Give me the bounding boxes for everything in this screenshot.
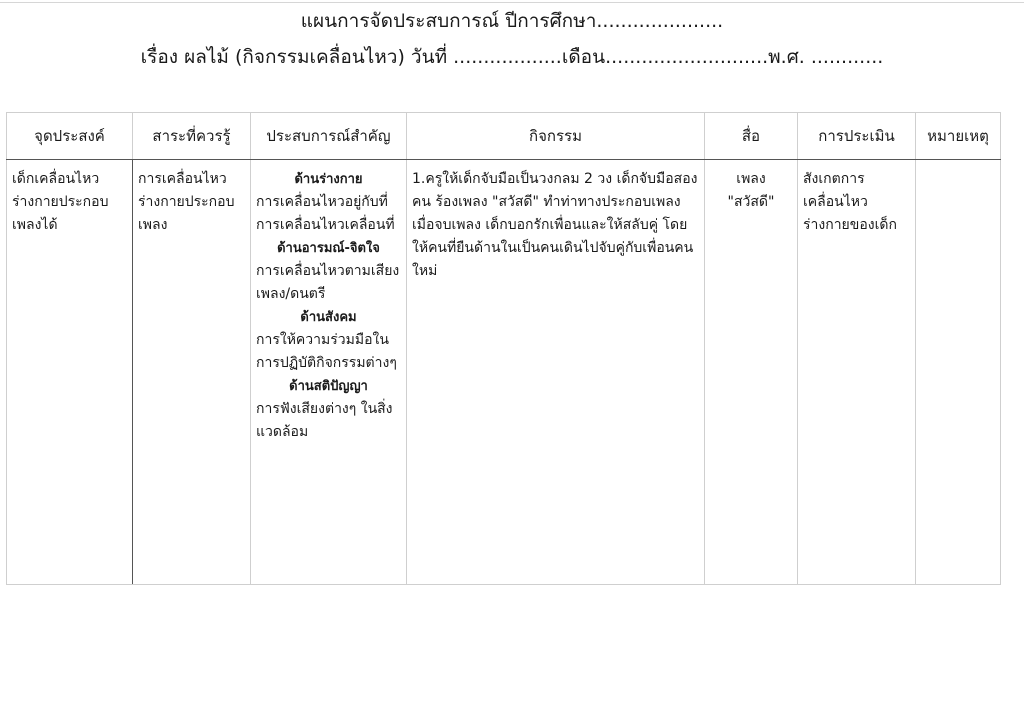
cell-assessment: สังเกตการเคลื่อนไหวร่างกายของเด็ก (798, 160, 916, 585)
cell-activity: 1.ครูให้เด็กจับมือเป็นวงกลม 2 วง เด็กจับมือสองคน ร้องเพลง "สวัสดี" ทำท่าทางประกอบเพลง เมื่อจบเพลง เด็กบอกรักเพื่อนและให้สลับคู่ โดยให้คนที่ยืนด้านในเป็นคนเดินไปจับคู่กับเพื่อนคนใหม่ (407, 160, 705, 585)
header-key-experience: ประสบการณ์สำคัญ (251, 113, 407, 160)
top-border-line (0, 2, 1024, 3)
media-line-1: เพลง (736, 171, 766, 187)
cell-key-experience (251, 160, 407, 585)
header-activity: กิจกรรม (407, 113, 705, 160)
header-remarks: หมายเหตุ (916, 113, 1001, 160)
table-header-row (7, 113, 1001, 160)
cell-remarks (916, 160, 1001, 585)
cell-media (705, 160, 798, 585)
cell-objective: เด็กเคลื่อนไหวร่างกายประกอบเพลงได้ (7, 160, 133, 585)
experience-social-heading: ด้านสังคม (300, 310, 357, 325)
experience-emotional-heading: ด้านอารมณ์-จิตใจ (277, 241, 380, 256)
lesson-plan-table (6, 112, 1001, 585)
experience-emotional-text: การเคลื่อนไหวตามเสียงเพลง/ดนตรี (256, 263, 400, 302)
media-line-2: "สวัสดี" (727, 194, 775, 210)
header-content: สาระที่ควรรู้ (133, 113, 251, 160)
header-assessment: การประเมิน (798, 113, 916, 160)
experience-social-text: การให้ความร่วมมือในการปฏิบัติกิจกรรมต่างๆ (256, 332, 397, 371)
experience-physical-text: การเคลื่อนไหวอยู่กับที่ การเคลื่อนไหวเคลื่อนที่ (256, 194, 395, 233)
header-objective: จุดประสงค์ (7, 113, 133, 160)
experience-physical-heading: ด้านร่างกาย (294, 172, 363, 187)
experience-intellect-heading: ด้านสติปัญญา (289, 379, 368, 394)
table-row (7, 160, 1001, 585)
document-title: แผนการจัดประสบการณ์ ปีการศึกษา..................... (300, 10, 724, 32)
experience-intellect-text: การฟังเสียงต่างๆ ในสิ่งแวดล้อม (256, 401, 393, 440)
document-subtitle: เรื่อง ผลไม้ (กิจกรรมเคลื่อนไหว) วันที่ ..................เดือน...........................พ.ศ. ............ (140, 46, 884, 68)
header-media: สื่อ (705, 113, 798, 160)
cell-content: การเคลื่อนไหวร่างกายประกอบเพลง (133, 160, 251, 585)
